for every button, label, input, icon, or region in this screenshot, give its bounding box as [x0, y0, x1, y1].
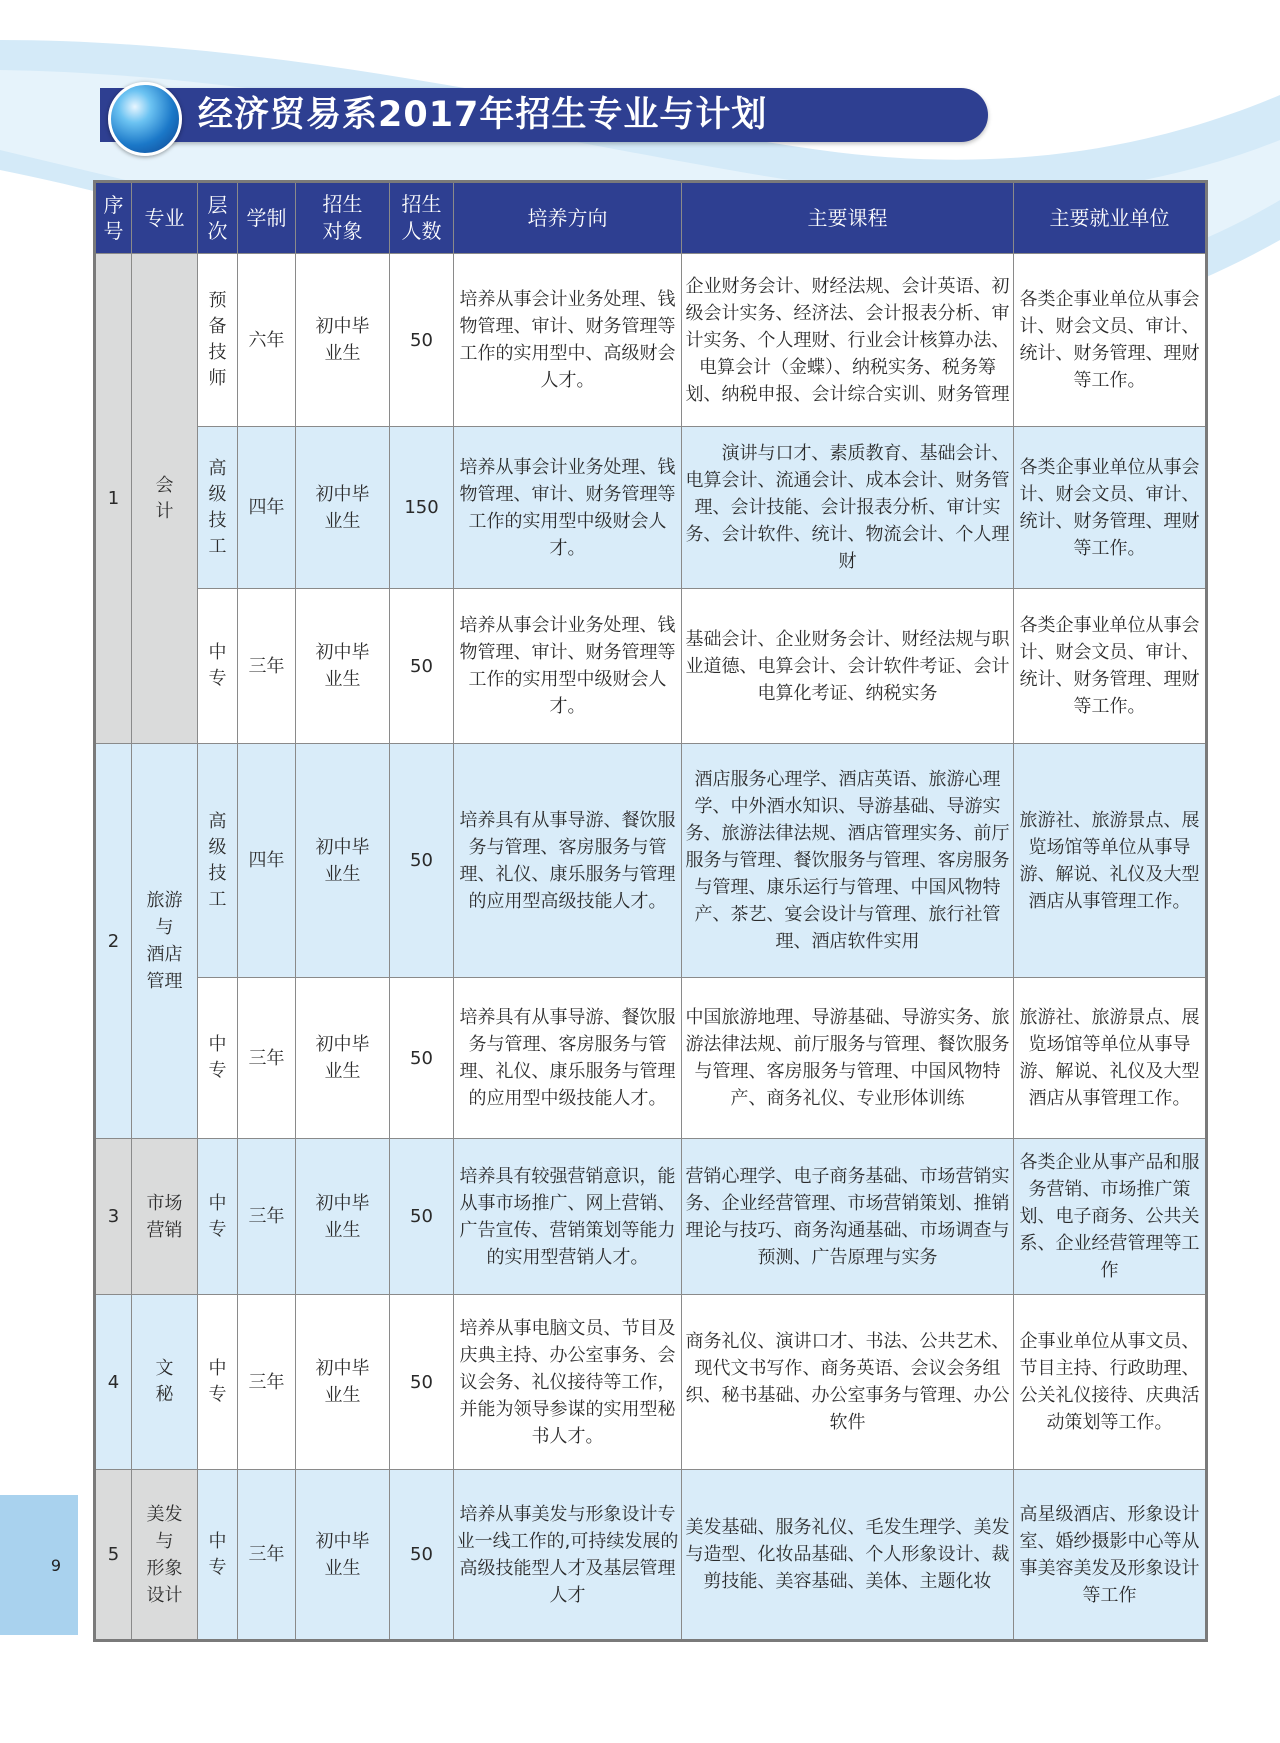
courses-cell: 企业财务会计、财经法规、会计英语、初级会计实务、经济法、会计报表分析、审计实务、个人理财、行业会计核算办法、电算会计（金蝶）、纳税实务、税务筹划、纳税申报、会计综合实训、财务管理 [682, 254, 1014, 427]
seq-cell: 5 [95, 1470, 132, 1641]
employment-cell: 各类企事业单位从事会计、财会文员、审计、统计、财务管理、理财等工作。 [1014, 254, 1207, 427]
table-row [95, 1295, 1207, 1470]
seq-cell: 3 [95, 1139, 132, 1295]
duration-cell: 六年 [238, 254, 296, 427]
table-row [95, 589, 1207, 744]
count-cell: 50 [390, 978, 454, 1139]
level-cell: 中专 [198, 1139, 238, 1295]
level-cell: 中专 [198, 1470, 238, 1641]
target-cell: 初中毕业生 [296, 1295, 390, 1470]
seq-cell: 4 [95, 1295, 132, 1470]
table-header-row [95, 182, 1207, 254]
employment-cell: 各类企业从事产品和服务营销、市场推广策划、电子商务、公共关系、企业经营管理等工作 [1014, 1139, 1207, 1295]
duration-cell: 三年 [238, 978, 296, 1139]
employment-cell: 各类企事业单位从事会计、财会文员、审计、统计、财务管理、理财等工作。 [1014, 589, 1207, 744]
major-cell: 文秘 [132, 1295, 198, 1470]
level-cell: 高级技工 [198, 744, 238, 978]
level-cell: 预备技师 [198, 254, 238, 427]
target-cell: 初中毕业生 [296, 744, 390, 978]
header-direction: 培养方向 [454, 182, 682, 254]
duration-cell: 四年 [238, 744, 296, 978]
employment-cell: 各类企事业单位从事会计、财会文员、审计、统计、财务管理、理财等工作。 [1014, 427, 1207, 589]
globe-icon [108, 82, 182, 156]
count-cell: 50 [390, 1470, 454, 1641]
table-row [95, 978, 1207, 1139]
header-courses: 主要课程 [682, 182, 1014, 254]
courses-cell: 酒店服务心理学、酒店英语、旅游心理学、中外酒水知识、导游基础、导游实务、旅游法律法规、酒店管理实务、前厅服务与管理、餐饮服务与管理、客房服务与管理、康乐运行与管理、中国风物特产、茶艺、宴会设计与管理、旅行社管理、酒店软件实用 [682, 744, 1014, 978]
courses-cell: 中国旅游地理、导游基础、导游实务、旅游法律法规、前厅服务与管理、餐饮服务与管理、客房服务与管理、中国风物特产、商务礼仪、专业形体训练 [682, 978, 1014, 1139]
count-cell: 50 [390, 589, 454, 744]
duration-cell: 四年 [238, 427, 296, 589]
header-seq: 序号 [95, 182, 132, 254]
courses-cell: 演讲与口才、素质教育、基础会计、电算会计、流通会计、成本会计、财务管理、会计技能、会计报表分析、审计实务、会计软件、统计、物流会计、个人理财 [682, 427, 1014, 589]
header-count: 招生人数 [390, 182, 454, 254]
target-cell: 初中毕业生 [296, 1139, 390, 1295]
header-employment: 主要就业单位 [1014, 182, 1207, 254]
seq-cell: 2 [95, 744, 132, 1139]
courses-cell: 商务礼仪、演讲口才、书法、公共艺术、现代文书写作、商务英语、会议会务组织、秘书基础、办公室事务与管理、办公软件 [682, 1295, 1014, 1470]
level-cell: 中专 [198, 589, 238, 744]
direction-cell: 培养从事会计业务处理、钱物管理、审计、财务管理等工作的实用型中、高级财会人才。 [454, 254, 682, 427]
table-row [95, 427, 1207, 589]
duration-cell: 三年 [238, 1470, 296, 1641]
major-cell: 美发 与 形象 设计 [132, 1470, 198, 1641]
header-duration: 学制 [238, 182, 296, 254]
header-level: 层次 [198, 182, 238, 254]
target-cell: 初中毕业生 [296, 1470, 390, 1641]
target-cell: 初中毕业生 [296, 427, 390, 589]
major-cell: 旅游 与 酒店 管理 [132, 744, 198, 1139]
table-row [95, 744, 1207, 978]
direction-cell: 培养从事会计业务处理、钱物管理、审计、财务管理等工作的实用型中级财会人才。 [454, 589, 682, 744]
direction-cell: 培养从事美发与形象设计专业一线工作的,可持续发展的高级技能型人才及基层管理人才 [454, 1470, 682, 1641]
level-cell: 中专 [198, 1295, 238, 1470]
target-cell: 初中毕业生 [296, 978, 390, 1139]
table-row [95, 1470, 1207, 1641]
header-major: 专业 [132, 182, 198, 254]
count-cell: 50 [390, 1139, 454, 1295]
employment-cell: 旅游社、旅游景点、展览场馆等单位从事导游、解说、礼仪及大型酒店从事管理工作。 [1014, 978, 1207, 1139]
page-title: 经济贸易系2017年招生专业与计划 [198, 95, 768, 135]
major-cell: 市场 营销 [132, 1139, 198, 1295]
page-number: 9 [50, 1555, 62, 1575]
direction-cell: 培养从事电脑文员、节目及庆典主持、办公室事务、会议会务、礼仪接待等工作，并能为领导参谋的实用型秘书人才。 [454, 1295, 682, 1470]
count-cell: 150 [390, 427, 454, 589]
employment-cell: 旅游社、旅游景点、展览场馆等单位从事导游、解说、礼仪及大型酒店从事管理工作。 [1014, 744, 1207, 978]
seq-cell: 1 [95, 254, 132, 744]
employment-cell: 高星级酒店、形象设计室、婚纱摄影中心等从事美容美发及形象设计等工作 [1014, 1470, 1207, 1641]
duration-cell: 三年 [238, 589, 296, 744]
direction-cell: 培养具有从事导游、餐饮服务与管理、客房服务与管理、礼仪、康乐服务与管理的应用型高级技能人才。 [454, 744, 682, 978]
direction-cell: 培养具有较强营销意识，能从事市场推广、网上营销、广告宣传、营销策划等能力的实用型营销人才。 [454, 1139, 682, 1295]
duration-cell: 三年 [238, 1295, 296, 1470]
courses-cell: 基础会计、企业财务会计、财经法规与职业道德、电算会计、会计软件考证、会计电算化考证、纳税实务 [682, 589, 1014, 744]
duration-cell: 三年 [238, 1139, 296, 1295]
count-cell: 50 [390, 1295, 454, 1470]
major-cell: 会计 [132, 254, 198, 744]
direction-cell: 培养从事会计业务处理、钱物管理、审计、财务管理等工作的实用型中级财会人才。 [454, 427, 682, 589]
courses-cell: 营销心理学、电子商务基础、市场营销实务、企业经营管理、市场营销策划、推销理论与技巧、商务沟通基础、市场调查与预测、广告原理与实务 [682, 1139, 1014, 1295]
courses-cell: 美发基础、服务礼仪、毛发生理学、美发与造型、化妆品基础、个人形象设计、裁剪技能、美容基础、美体、主题化妆 [682, 1470, 1014, 1641]
direction-cell: 培养具有从事导游、餐饮服务与管理、客房服务与管理、礼仪、康乐服务与管理的应用型中级技能人才。 [454, 978, 682, 1139]
target-cell: 初中毕业生 [296, 589, 390, 744]
level-cell: 高级技工 [198, 427, 238, 589]
count-cell: 50 [390, 744, 454, 978]
count-cell: 50 [390, 254, 454, 427]
employment-cell: 企事业单位从事文员、节目主持、行政助理、公关礼仪接待、庆典活动策划等工作。 [1014, 1295, 1207, 1470]
target-cell: 初中毕业生 [296, 254, 390, 427]
table-row [95, 254, 1207, 427]
table-row [95, 1139, 1207, 1295]
header-target: 招生对象 [296, 182, 390, 254]
enrollment-plan-table [93, 180, 1208, 1642]
level-cell: 中专 [198, 978, 238, 1139]
